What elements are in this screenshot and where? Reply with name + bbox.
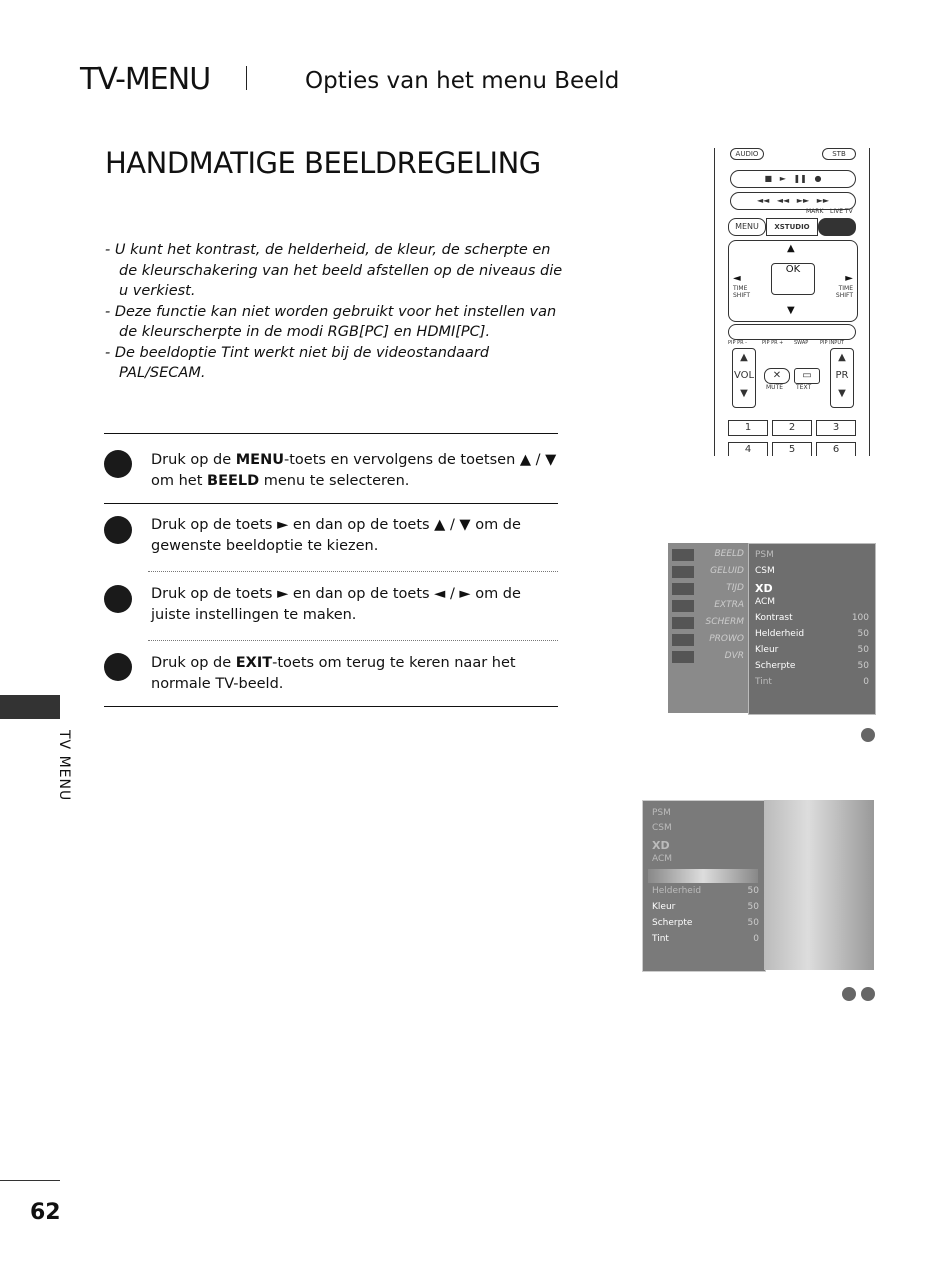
menu-thumbnail bbox=[672, 617, 694, 629]
osd-main-item: GELUID bbox=[710, 566, 744, 576]
menu-thumbnail bbox=[672, 651, 694, 663]
side-tab-label: TV MENU bbox=[56, 730, 72, 802]
nav-pad: ▲ ▼ ◄ ► OK TIME SHIFT TIME SHIFT bbox=[728, 240, 858, 322]
menu-thumbnail bbox=[672, 634, 694, 646]
osd-selected-bar bbox=[648, 869, 758, 883]
step-marker bbox=[104, 653, 132, 681]
steps-top-rule bbox=[104, 433, 558, 434]
osd-value: 100 bbox=[851, 613, 869, 623]
osd-sub-menu bbox=[748, 543, 876, 715]
step-indicator-dot bbox=[861, 987, 875, 1001]
live-tv-label: LIVE TV bbox=[830, 208, 853, 215]
menu-thumbnail bbox=[672, 583, 694, 595]
osd-item: Kontrast bbox=[755, 613, 793, 623]
menu-button: MENU bbox=[728, 218, 766, 236]
menu-thumbnail bbox=[672, 566, 694, 578]
osd-sub-menu bbox=[642, 800, 766, 972]
step-indicator-dot bbox=[842, 987, 856, 1001]
page-number: 62 bbox=[30, 1200, 61, 1225]
pip-pr-minus-label: PIP PR - bbox=[728, 340, 747, 346]
step-divider-dotted bbox=[148, 640, 558, 641]
osd-main-item: DVR bbox=[724, 651, 744, 661]
key-3: 3 bbox=[816, 420, 856, 436]
pr-rocker: ▲ PR ▼ bbox=[830, 348, 854, 408]
osd-item: Helderheid bbox=[755, 629, 805, 639]
header-divider bbox=[246, 66, 247, 90]
note-item: - De beeldoptie Tint werkt niet bij de videostandaard PAL/SECAM. bbox=[105, 344, 490, 381]
osd-item: ACM bbox=[652, 854, 673, 864]
osd-preview bbox=[764, 800, 874, 970]
osd-item: Kleur bbox=[652, 902, 676, 912]
time-shift-label: TIME SHIFT bbox=[733, 285, 751, 299]
osd-item: ACM bbox=[755, 597, 776, 607]
osd-item: Scherpte bbox=[652, 918, 693, 928]
pip-buttons bbox=[728, 324, 856, 340]
footer-rule bbox=[0, 1180, 60, 1181]
ok-button: OK bbox=[771, 263, 815, 295]
step-divider-dotted bbox=[148, 571, 558, 572]
menu-thumbnail bbox=[672, 549, 694, 561]
swap-label: SWAP bbox=[794, 340, 809, 346]
mute-label: MUTE bbox=[766, 384, 784, 391]
osd-main-menu bbox=[668, 543, 748, 713]
osd-item: Kleur bbox=[755, 645, 779, 655]
pip-pr-plus-label: PIP PR + bbox=[762, 340, 784, 346]
osd-main-item: SCHERM bbox=[705, 617, 744, 627]
xstudio-button: XSTUDIO bbox=[766, 218, 818, 236]
osd-item: PSM bbox=[652, 808, 671, 818]
step-2: Druk op de toets ► en dan op de toets ▲ / ▼ om de gewenste beeldoptie te kiezen. bbox=[151, 517, 521, 554]
osd-value: 50 bbox=[857, 661, 869, 671]
audio-button: AUDIO bbox=[730, 148, 764, 160]
osd-item: XD bbox=[755, 582, 773, 595]
step-marker bbox=[104, 516, 132, 544]
osd-value: 50 bbox=[747, 918, 759, 928]
osd-value: 50 bbox=[857, 645, 869, 655]
key-4: 4 bbox=[728, 442, 768, 456]
menu-thumbnail bbox=[672, 600, 694, 612]
osd-item: XD bbox=[652, 839, 670, 852]
text-button: ▭ bbox=[794, 368, 820, 384]
pip-input-label: PIP INPUT bbox=[820, 340, 845, 346]
key-6: 6 bbox=[816, 442, 856, 456]
key-2: 2 bbox=[772, 420, 812, 436]
step-1: Druk op de MENU-toets en vervolgens de toetsen ▲ / ▼ om het BEELD menu te selecteren. bbox=[151, 452, 557, 489]
osd-item: Tint bbox=[755, 677, 772, 687]
section-subtitle: Opties van het menu Beeld bbox=[305, 68, 620, 94]
text-label: TEXT bbox=[796, 384, 812, 391]
seek-buttons: ◄◄ ◄◄ ►► ►► bbox=[730, 192, 856, 210]
step-divider bbox=[104, 503, 558, 504]
osd-menu-picture bbox=[668, 543, 876, 713]
osd-item: Helderheid bbox=[652, 886, 702, 896]
notes bbox=[105, 240, 565, 384]
osd-main-item: TIJD bbox=[726, 583, 744, 593]
page-title: HANDMATIGE BEELDREGELING bbox=[105, 146, 541, 180]
key-1: 1 bbox=[728, 420, 768, 436]
osd-main-item: EXTRA bbox=[714, 600, 744, 610]
mark-label: MARK bbox=[806, 208, 824, 215]
steps-bottom-rule bbox=[104, 706, 558, 707]
note-item: - U kunt het kontrast, de helderheid, de kleur, de scherpte en de kleurschakering van het beeld afstellen op de niveaus die u verkiest. bbox=[105, 242, 563, 299]
osd-value: 50 bbox=[747, 902, 759, 912]
stb-button: STB bbox=[822, 148, 856, 160]
osd-main-item: BEELD bbox=[714, 549, 744, 559]
playback-buttons: ■ ► ❚❚ ● bbox=[730, 170, 856, 188]
osd-item: Tint bbox=[652, 934, 669, 944]
osd-menu-adjust bbox=[642, 800, 874, 970]
osd-item: Scherpte bbox=[755, 661, 796, 671]
step-indicator-dot bbox=[861, 728, 875, 742]
step-4: Druk op de EXIT-toets om terug te keren naar het normale TV-beeld. bbox=[151, 655, 516, 692]
osd-value: 0 bbox=[753, 934, 759, 944]
remote-control-illustration bbox=[714, 148, 870, 456]
vol-rocker: ▲ VOL ▼ bbox=[732, 348, 756, 408]
step-marker bbox=[104, 450, 132, 478]
osd-value: 50 bbox=[857, 629, 869, 639]
step-3: Druk op de toets ► en dan op de toets ◄ / ► om de juiste instellingen te maken. bbox=[151, 586, 521, 623]
section-title: TV-MENU bbox=[80, 62, 211, 97]
osd-item: CSM bbox=[652, 823, 672, 833]
side-tab bbox=[0, 695, 60, 719]
osd-main-item: PROWO bbox=[709, 634, 744, 644]
note-item: - Deze functie kan niet worden gebruikt voor het instellen van de kleurscherpte in de modi RGB[PC] en HDMI[PC]. bbox=[105, 303, 557, 340]
time-shift-label: TIME SHIFT bbox=[835, 285, 853, 299]
step-marker bbox=[104, 585, 132, 613]
osd-value: 0 bbox=[863, 677, 869, 687]
osd-item: PSM bbox=[755, 550, 774, 560]
mute-button: ✕ bbox=[764, 368, 790, 384]
key-5: 5 bbox=[772, 442, 812, 456]
power-button bbox=[818, 218, 856, 236]
osd-value: 50 bbox=[747, 886, 759, 896]
osd-item: CSM bbox=[755, 566, 775, 576]
